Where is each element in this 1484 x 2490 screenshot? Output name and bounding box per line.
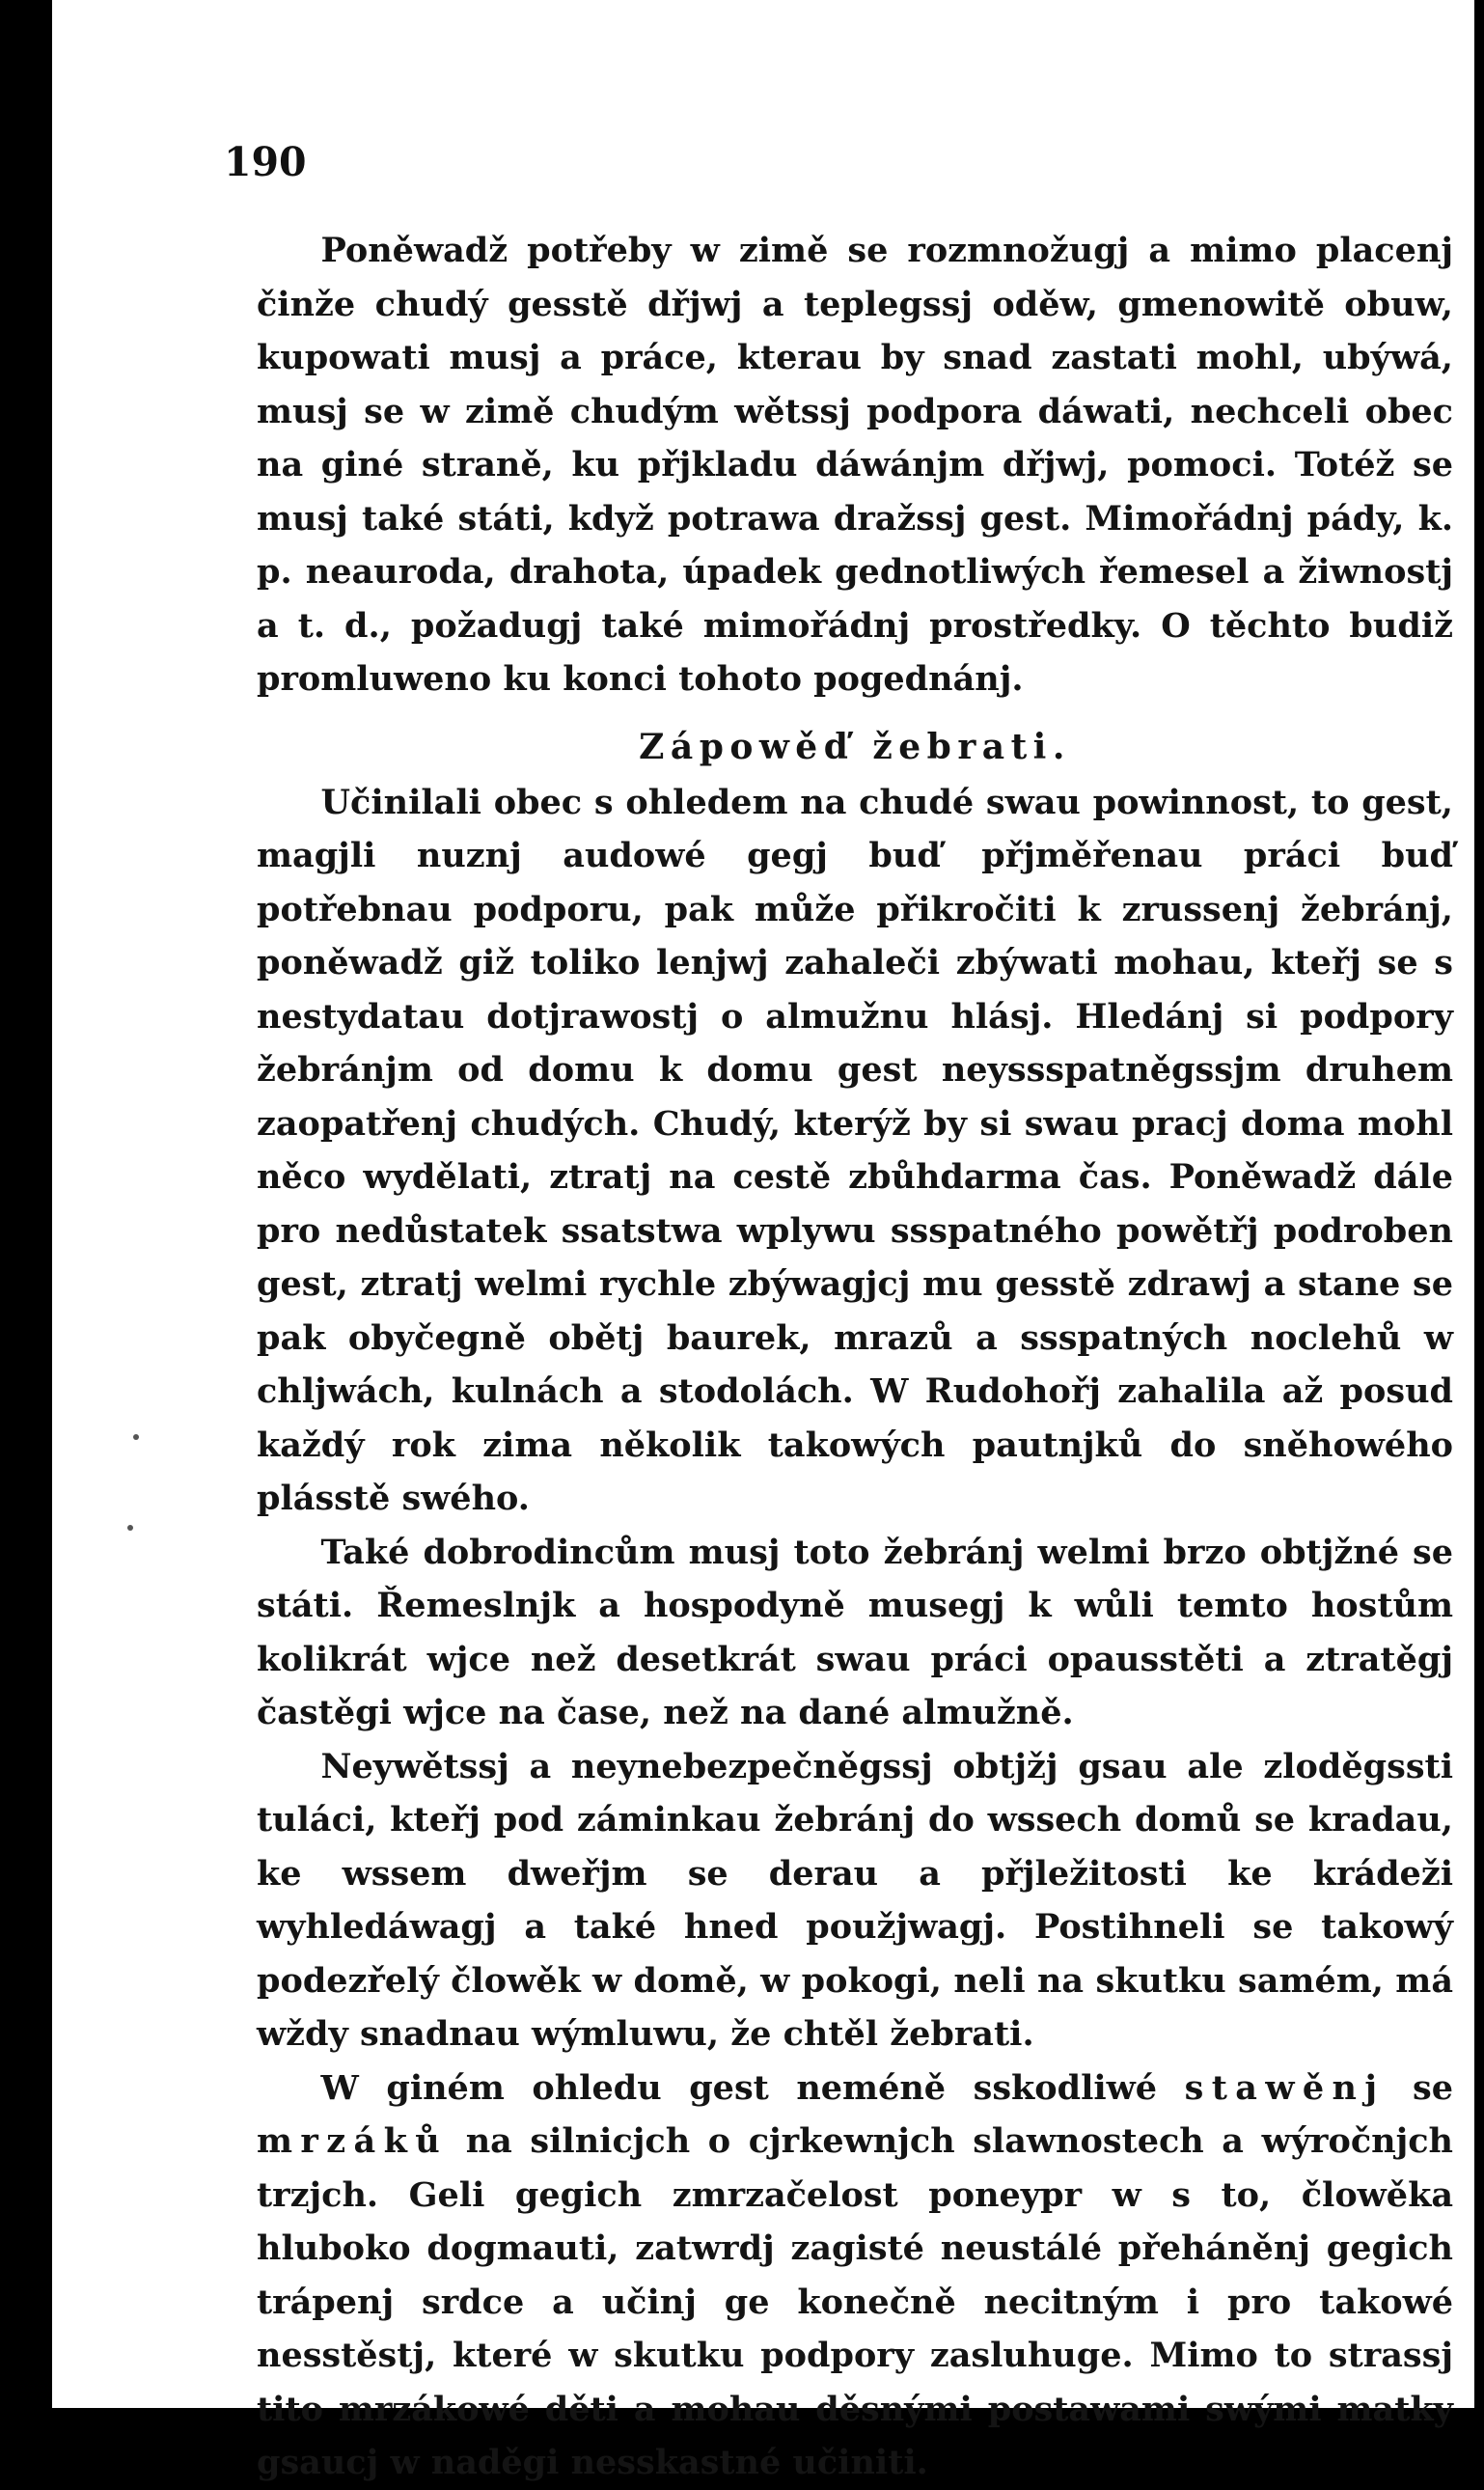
book-page — [52, 0, 1474, 2482]
paragraph-5-start: W giném ohledu gest neméně sskodliwé — [320, 2067, 1185, 2108]
paragraph-5-middle: se — [1385, 2067, 1453, 2108]
paragraph-5-end: na silnicjch o cjrkewnjch slawnostech a wýročnjch trzjch. Geli gegich zmrzačelost poneypr w s to, člowěka hluboko dogmauti, zatwrdj zagisté neustálé přeháněnj gegich trápenj srdce a učinj ge konečně necitným i pro takowé nesstěstj, které w skutku podpory zasluhuge. Mimo to strassj tito mrzákowé děti a mohau děsnými postawami swými matky gsaucj w naděgi nesskastné učiniti. — [257, 2121, 1453, 2482]
spaced-word-2: mrzáků — [257, 2121, 449, 2161]
paragraph-3: Také dobrodincům musj toto žebránj welmi brzo obtjžné se státi. Řemeslnjk a hospodyně musegj k wůli temto hostům kolikrát wjce než desetkrát swau práci opausstěti a ztratěgj častěgi wjce na čase, než na dané almužně. — [257, 1532, 1453, 1732]
paragraph-2: Učinilali obec s ohledem na chudé swau powinnost, to gest, magjli nuznj audowé gegj buď přjměřenau práci buď potřebnau podporu, pak může přikročiti k zrussenj žebránj, poněwadž giž toliko lenjwj zahaleči zbýwati mohau, kteřj se s nestydatau dotjrawostj o almužnu hlásj. Hledánj si podpory žebránjm od domu k domu gest neyssspatněgssjm druhem zaopatřenj chudých. Chudý, kterýž by si swau pracj doma mohl něco wydělati, ztratj na cestě zbůhdarma čas. Poněwadž dále pro nedůstatek ssatstwa wplywu ssspatného powětřj podroben gest, ztratj welmi rychle zbýwagjcj mu gesstě zdrawj a stane se pak obyčegně obětj baurek, mrazů a ssspatných noclehů w chljwách, kulnách a stodolách. W Rudohořj zahalila až posud každý rok zima několik takowých pautnjků do sněhowého plásstě swého. — [257, 782, 1453, 1518]
margin-dot — [133, 1434, 139, 1440]
margin-dot — [127, 1525, 133, 1531]
paragraph-1: Poněwadž potřeby w zimě se rozmnožugj a mimo placenj činže chudý gesstě dřjwj a teplegssj oděw, gmenowitě obuw, kupowati musj a práce, kterau by snad zastati mohl, ubýwá, musj se w zimě chudým wětssj podpora dáwati, nechceli obec na giné straně, ku přjkladu dáwánjm dřjwj, pomoci. Totéž se musj také státi, když potrawa dražssj gest. Mimořádnj pády, k. p. neauroda, drahota, úpadek gednotliwých řemesel a žiwnostj a t. d., požadugj také mimořádnj prostředky. O těchto budiž promluweno ku konci tohoto pogednánj. — [257, 231, 1453, 699]
paragraph-5 — [257, 2061, 1453, 2490]
paragraph-4: Neywětssj a neynebezpečněgssj obtjžj gsau ale zloděgssti tuláci, kteřj pod záminkau žebránj do wssech domů se kradau, ke wssem dweřjm se derau a přjležitosti ke krádeži wyhledáwagj a také hned použjwagj. Postihneli se takowý podezřelý člowěk w domě, w pokogi, neli na skutku samém, má wždy snadnau wýmluwu, že chtěl žebrati. — [257, 1746, 1453, 2054]
page-number: 190 — [224, 139, 307, 185]
section-heading: Zápowěď žebrati. — [639, 726, 1071, 767]
body-text — [257, 224, 1453, 2490]
spaced-word-1: stawěnj — [1184, 2067, 1386, 2108]
